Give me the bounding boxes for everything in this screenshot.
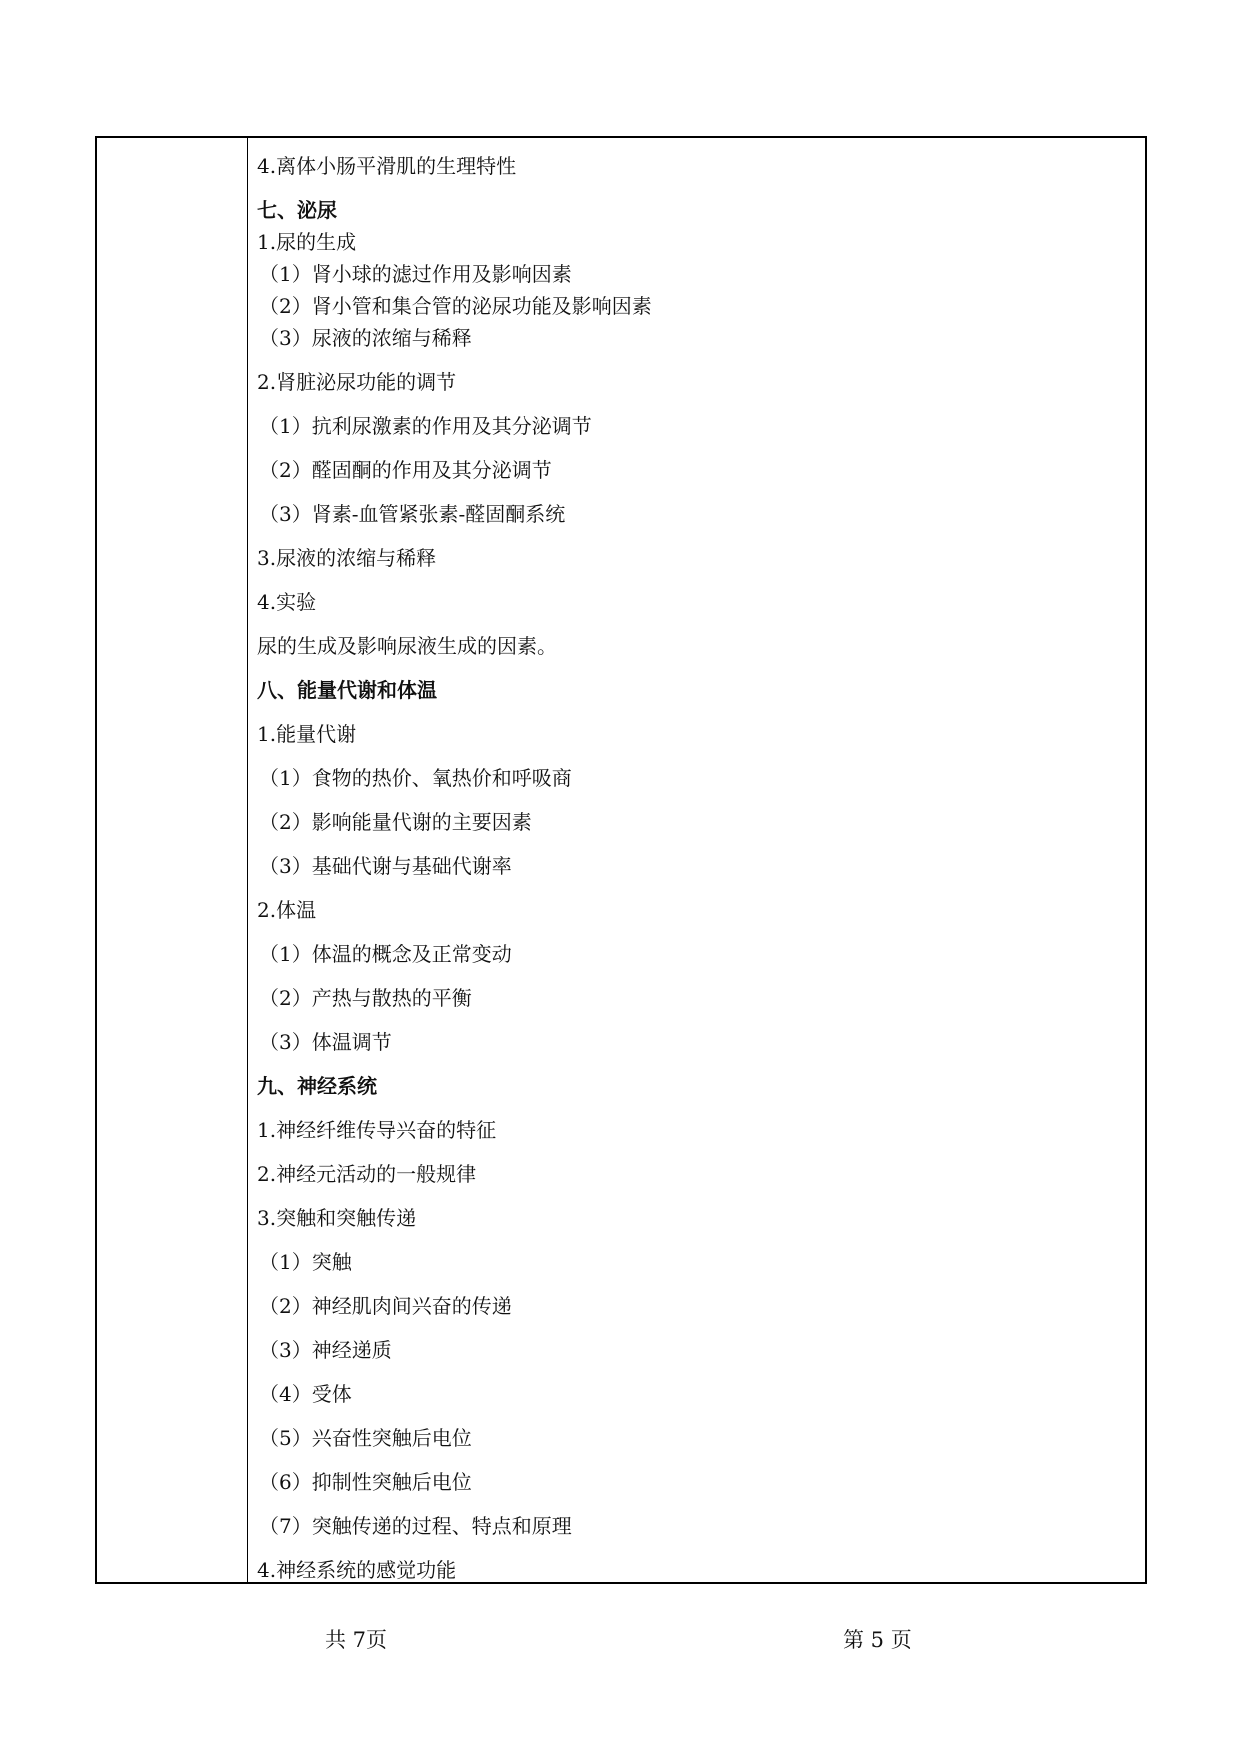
text-line: （2）影响能量代谢的主要因素	[259, 810, 532, 834]
page-number: 第 5 页	[843, 1628, 912, 1652]
text-line: 2.肾脏泌尿功能的调节	[257, 370, 457, 394]
text-line: 4.实验	[257, 590, 317, 614]
text-line: （2）神经肌肉间兴奋的传递	[259, 1294, 512, 1318]
text-line: （1）抗利尿激素的作用及其分泌调节	[259, 414, 592, 438]
text-line: （2）肾小管和集合管的泌尿功能及影响因素	[259, 294, 652, 318]
text-line: （3）基础代谢与基础代谢率	[259, 854, 512, 878]
text-line: （1）肾小球的滤过作用及影响因素	[259, 262, 572, 286]
text-line: 4.离体小肠平滑肌的生理特性	[257, 154, 517, 178]
text-line: 2.神经元活动的一般规律	[257, 1162, 477, 1186]
text-line: 1.神经纤维传导兴奋的特征	[257, 1118, 497, 1142]
text-line: （3）尿液的浓缩与稀释	[259, 326, 472, 350]
text-line: （3）肾素-血管紧张素-醛固酮系统	[259, 502, 566, 526]
column-divider	[247, 138, 248, 1582]
text-line: （2）醛固酮的作用及其分泌调节	[259, 458, 552, 482]
text-line: （6）抑制性突触后电位	[259, 1470, 472, 1494]
section-heading: 七、泌尿	[257, 198, 337, 222]
text-line: （2）产热与散热的平衡	[259, 986, 472, 1010]
text-line: 2.体温	[257, 898, 317, 922]
table-right-cell	[257, 138, 1135, 1582]
text-line: （3）神经递质	[259, 1338, 392, 1362]
section-heading: 八、能量代谢和体温	[257, 678, 437, 702]
text-line: （3）体温调节	[259, 1030, 392, 1054]
text-line: 3.突触和突触传递	[257, 1206, 417, 1230]
text-line: （4）受体	[259, 1382, 352, 1406]
section-heading: 九、神经系统	[257, 1074, 377, 1098]
text-line: （1）突触	[259, 1250, 352, 1274]
content-table	[95, 136, 1147, 1584]
text-line: 尿的生成及影响尿液生成的因素。	[257, 634, 557, 658]
page-total: 共 7页	[325, 1628, 388, 1652]
text-line: （1）体温的概念及正常变动	[259, 942, 512, 966]
text-line: （1）食物的热价、氧热价和呼吸商	[259, 766, 572, 790]
text-line: 4.神经系统的感觉功能	[257, 1558, 457, 1582]
text-line: （7）突触传递的过程、特点和原理	[259, 1514, 572, 1538]
text-line: 1.尿的生成	[257, 230, 357, 254]
text-line: （5）兴奋性突触后电位	[259, 1426, 472, 1450]
text-line: 1.能量代谢	[257, 722, 357, 746]
text-line: 3.尿液的浓缩与稀释	[257, 546, 437, 570]
